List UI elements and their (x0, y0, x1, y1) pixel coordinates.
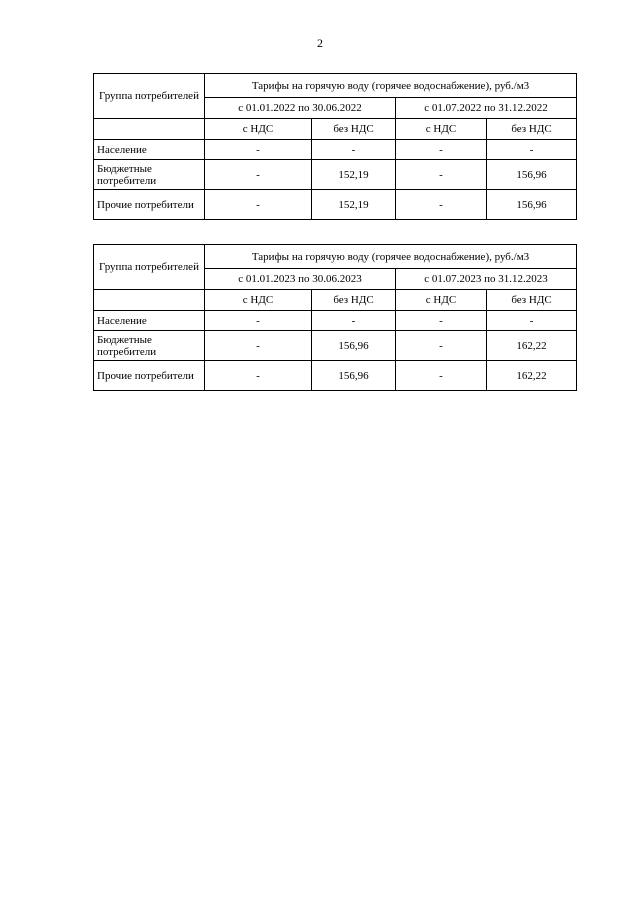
table-cell: 156,96 (487, 160, 577, 190)
table-cell: 152,19 (312, 160, 396, 190)
table-row (94, 331, 577, 361)
table-row (94, 190, 577, 220)
period-header: с 01.07.2023 по 31.12.2023 (396, 269, 577, 290)
vat-header: без НДС (487, 290, 577, 311)
table-cell: - (205, 311, 312, 331)
table-cell: - (396, 331, 487, 361)
period-header: с 01.01.2022 по 30.06.2022 (205, 98, 396, 119)
empty-cell (94, 119, 205, 140)
empty-cell (94, 290, 205, 311)
table-row (94, 160, 577, 190)
table-cell: 156,96 (487, 190, 577, 220)
table-cell: - (396, 190, 487, 220)
tariff-main-header: Тарифы на горячую воду (горячее водоснабжение), руб./м3 (205, 245, 577, 269)
row-label: Бюджетные потребители (94, 160, 205, 190)
row-label: Население (94, 140, 205, 160)
period-header: с 01.01.2023 по 30.06.2023 (205, 269, 396, 290)
tariff-table-2023 (93, 244, 577, 391)
table-cell: 156,96 (312, 331, 396, 361)
row-label: Прочие потребители (94, 361, 205, 391)
page-number: 2 (317, 36, 323, 50)
table-cell: - (205, 331, 312, 361)
period-header: с 01.07.2022 по 31.12.2022 (396, 98, 577, 119)
vat-header: без НДС (312, 119, 396, 140)
table-cell: - (396, 140, 487, 160)
table-cell: - (487, 311, 577, 331)
table-cell: - (205, 190, 312, 220)
table-cell: - (205, 140, 312, 160)
table-cell: 162,22 (487, 331, 577, 361)
table-row (94, 361, 577, 391)
table-cell: - (396, 311, 487, 331)
table-cell: - (205, 361, 312, 391)
table-cell: - (312, 311, 396, 331)
group-header: Группа потребителей (94, 245, 205, 290)
table-cell: 162,22 (487, 361, 577, 391)
group-header: Группа потребителей (94, 74, 205, 119)
table-row (94, 140, 577, 160)
table-cell: - (487, 140, 577, 160)
vat-header: без НДС (312, 290, 396, 311)
vat-header: с НДС (396, 119, 487, 140)
tariff-main-header: Тарифы на горячую воду (горячее водоснабжение), руб./м3 (205, 74, 577, 98)
table-cell: 152,19 (312, 190, 396, 220)
vat-header: с НДС (396, 290, 487, 311)
row-label: Прочие потребители (94, 190, 205, 220)
row-label: Бюджетные потребители (94, 331, 205, 361)
vat-header: без НДС (487, 119, 577, 140)
table-cell: - (396, 361, 487, 391)
table-cell: - (312, 140, 396, 160)
table-cell: - (396, 160, 487, 190)
tariff-table-2022 (93, 73, 577, 220)
table-row (94, 311, 577, 331)
vat-header: с НДС (205, 290, 312, 311)
table-cell: 156,96 (312, 361, 396, 391)
row-label: Население (94, 311, 205, 331)
vat-header: с НДС (205, 119, 312, 140)
table-cell: - (205, 160, 312, 190)
